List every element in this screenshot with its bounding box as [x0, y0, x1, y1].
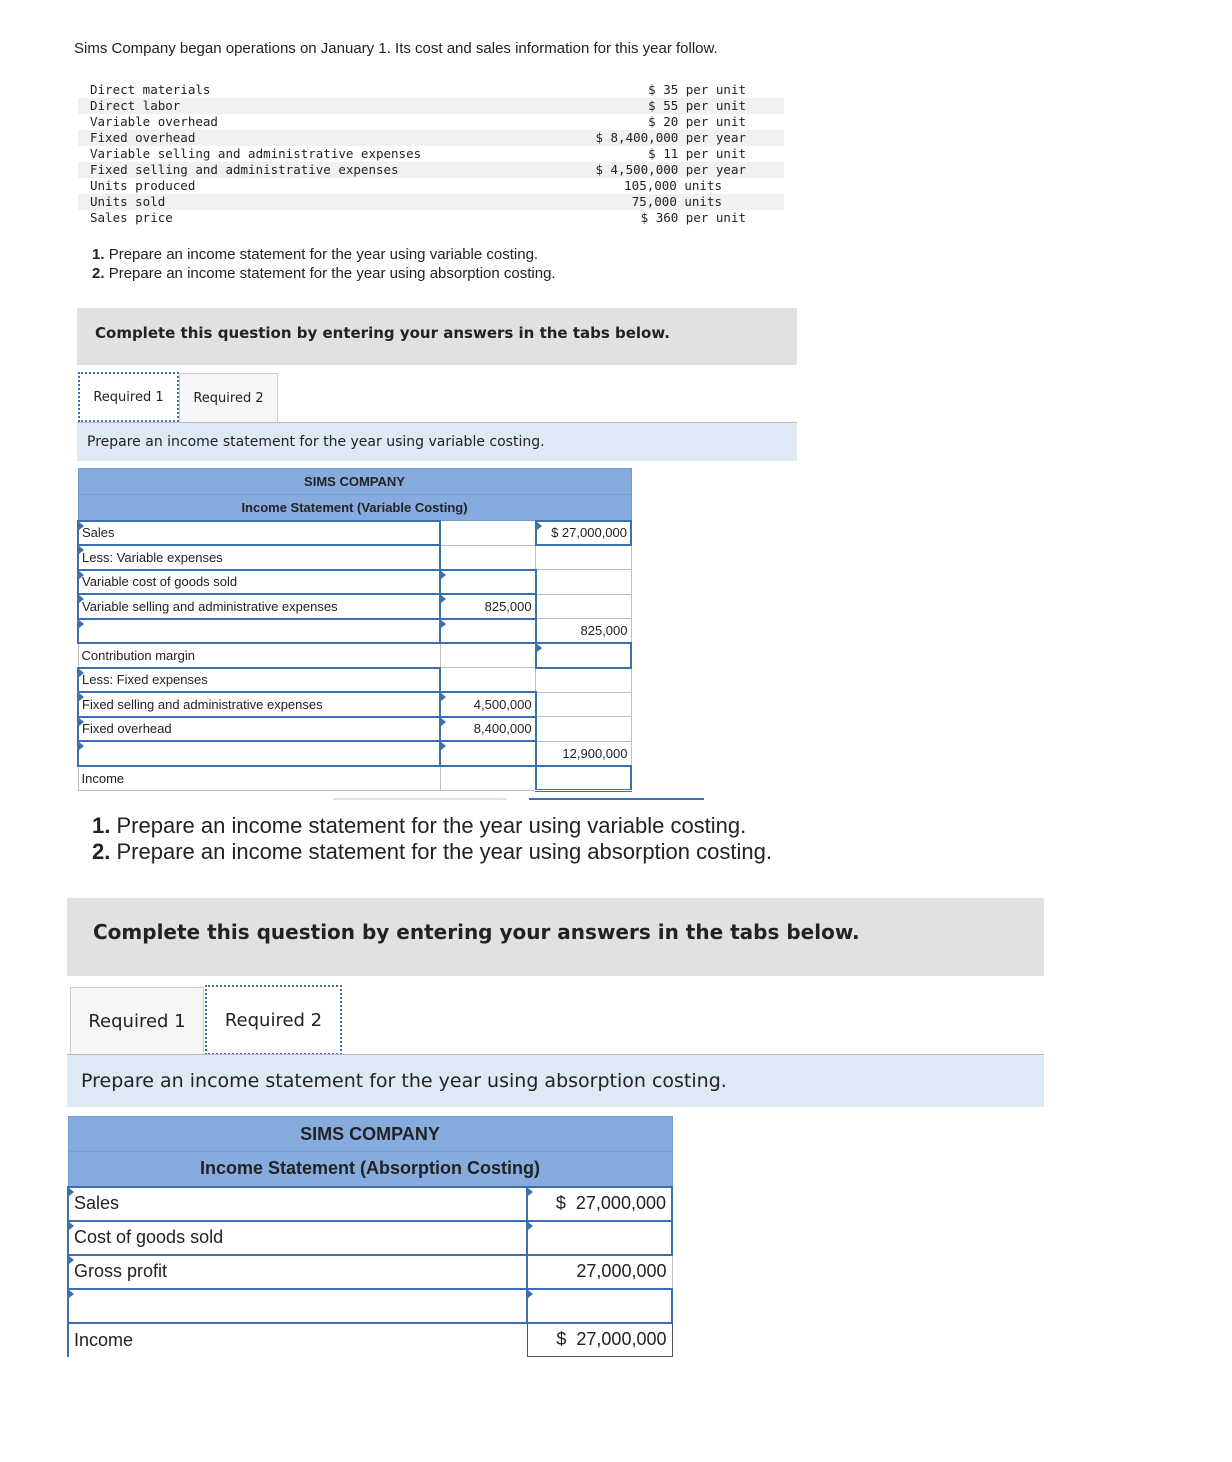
cost-row [78, 98, 784, 114]
row-label: Cost of goods sold [74, 1227, 224, 1247]
task-text: Prepare an income statement for the year using variable costing. [116, 813, 747, 838]
variable-costing-statement [77, 468, 632, 792]
income-total-input[interactable] [536, 766, 631, 791]
blank-label-input[interactable] [78, 619, 440, 644]
table-row [78, 545, 631, 570]
part2-instruction-text: Prepare an income statement for the year using absorption costing. [81, 1070, 727, 1092]
cell-value: 12,900,000 [562, 745, 628, 761]
table-row [78, 594, 631, 619]
total-cell [536, 668, 631, 693]
task-number: 1. [92, 813, 111, 838]
intro-text: Sims Company began operations on January 1. Its cost and sales information for this year follow. [74, 40, 718, 57]
var-sga-label[interactable] [78, 594, 440, 619]
table-row [68, 1221, 672, 1255]
cost-row [78, 194, 784, 210]
gross-profit-label[interactable] [68, 1255, 527, 1289]
task-item [92, 839, 772, 865]
task-text: Prepare an income statement for the year using absorption costing. [108, 265, 556, 282]
cost-label: Variable selling and administrative expenses [90, 146, 422, 161]
cell-value: $ 27,000,000 [555, 1193, 666, 1213]
blank-total-input[interactable] [527, 1289, 672, 1323]
table-row [68, 1187, 672, 1221]
amount-cell [440, 545, 535, 570]
tab-required-1[interactable]: Required 1 [78, 372, 179, 422]
cost-info-table [78, 82, 784, 226]
banner-text: Complete this question by entering your answers in the tabs below. [95, 324, 670, 342]
cost-value: $ 8,400,000 per year [595, 130, 746, 145]
fixed-total-amount-input[interactable] [440, 741, 535, 766]
tab-required-1[interactable]: Required 1 [70, 987, 204, 1055]
task-text: Prepare an income statement for the year using variable costing. [108, 246, 539, 263]
cost-row [78, 162, 784, 178]
income-total [527, 1323, 672, 1357]
amount-cell [440, 766, 535, 791]
cost-value: $ 35 per unit [648, 82, 746, 97]
fixed-total-cell [536, 741, 631, 766]
part1-instruction-text: Prepare an income statement for the year using variable costing. [87, 434, 545, 450]
fixed-overhead-label[interactable] [78, 717, 440, 742]
row-label: Sales [82, 525, 115, 541]
statement-title: Income Statement (Variable Costing) [78, 495, 631, 521]
sales-total-input[interactable] [536, 521, 631, 546]
income-label [78, 766, 440, 791]
task-item [92, 264, 556, 283]
cell-value: 8,400,000 [473, 721, 532, 737]
cost-value: $ 11 per unit [648, 146, 746, 161]
cost-row [78, 146, 784, 162]
sales-total-input[interactable] [527, 1187, 672, 1221]
table-row [78, 668, 631, 693]
total-cell [536, 570, 631, 595]
tab-bar [67, 985, 347, 1055]
statement-company: SIMS COMPANY [68, 1117, 672, 1152]
task-number: 1. [92, 246, 105, 263]
cost-value: $ 4,500,000 per year [595, 162, 746, 177]
cost-label: Variable overhead [90, 114, 218, 129]
task-item [92, 813, 772, 839]
statement-company: SIMS COMPANY [78, 469, 631, 495]
amount-cell [440, 668, 535, 693]
cell-value: $ 27,000,000 [551, 525, 627, 541]
row-label: Sales [74, 1193, 120, 1213]
table-row [78, 766, 631, 791]
sales-label[interactable] [68, 1187, 527, 1221]
task-number: 2. [92, 839, 111, 864]
sales-label[interactable] [78, 521, 440, 546]
amount-cell [440, 521, 535, 546]
less-variable-label[interactable] [78, 545, 440, 570]
part2-instruction [67, 1055, 1044, 1107]
cost-row [78, 210, 784, 226]
row-label: Less: Variable expenses [82, 549, 223, 565]
instructions-banner [67, 898, 1044, 976]
var-cogs-amount-input[interactable] [440, 570, 535, 595]
row-label: Gross profit [74, 1261, 168, 1281]
blank-label-input[interactable] [68, 1289, 527, 1323]
row-label: Less: Fixed expenses [82, 672, 208, 688]
tab-required-2[interactable]: Required 2 [205, 985, 342, 1055]
cost-label: Units sold [90, 194, 166, 209]
total-cell [536, 545, 631, 570]
cost-row [78, 114, 784, 130]
cost-value: 105,000 units [624, 178, 722, 193]
task-item [92, 245, 556, 264]
cost-label: Sales price [90, 210, 173, 225]
cost-label: Fixed selling and administrative expenses [90, 162, 399, 177]
cost-value: $ 55 per unit [648, 98, 746, 113]
cell-value: $ 27,000,000 [556, 1329, 667, 1350]
table-row [68, 1323, 672, 1357]
cost-label: Direct materials [90, 82, 211, 97]
cell-value: 27,000,000 [576, 1261, 667, 1281]
cell-value: 825,000 [580, 623, 628, 638]
absorption-costing-statement [67, 1116, 673, 1357]
cell-value: 825,000 [484, 598, 532, 614]
cost-value: 75,000 units [631, 194, 722, 209]
total-cell [536, 717, 631, 742]
part1-instruction [77, 423, 797, 461]
task-number: 2. [92, 265, 105, 282]
table-row [78, 619, 631, 644]
cost-value: $ 20 per unit [648, 114, 746, 129]
cost-row [78, 82, 784, 98]
row-label: Contribution margin [81, 647, 195, 663]
var-cogs-label[interactable] [78, 570, 440, 595]
fixed-sga-label[interactable] [78, 692, 440, 717]
faded-underline [333, 798, 507, 800]
table-row [78, 741, 631, 766]
var-total-amount-input[interactable] [440, 619, 535, 644]
faded-underline [529, 798, 704, 800]
statement-title: Income Statement (Absorption Costing) [68, 1152, 672, 1187]
cost-value: $ 360 per unit [640, 210, 746, 225]
var-total-cell [536, 619, 631, 644]
table-row [78, 643, 631, 668]
table-row [78, 692, 631, 717]
var-sga-amount-input[interactable] [440, 594, 535, 619]
tab-bar [77, 372, 297, 422]
total-cell [536, 692, 631, 717]
contribution-margin-label [78, 643, 440, 668]
cell-value: 4,500,000 [473, 696, 532, 712]
banner-text: Complete this question by entering your answers in the tabs below. [93, 920, 860, 944]
row-label: Income [81, 770, 125, 786]
gross-profit-total [527, 1255, 672, 1289]
cost-label: Direct labor [90, 98, 181, 113]
cost-label: Fixed overhead [90, 130, 196, 145]
table-row [68, 1255, 672, 1289]
cost-label: Units produced [90, 178, 196, 193]
blank-label-input[interactable] [78, 741, 440, 766]
row-label: Variable cost of goods sold [82, 574, 238, 590]
less-fixed-label[interactable] [78, 668, 440, 693]
row-label: Income [74, 1329, 134, 1350]
task-text: Prepare an income statement for the year using absorption costing. [116, 839, 772, 864]
income-label [68, 1323, 527, 1357]
task-list [92, 245, 556, 283]
cm-total-input[interactable] [536, 643, 631, 668]
cost-row [78, 130, 784, 146]
table-row [78, 717, 631, 742]
task-list [92, 813, 772, 865]
total-cell [536, 594, 631, 619]
row-label: Fixed selling and administrative expenses [82, 696, 323, 712]
row-label: Variable selling and administrative expenses [82, 598, 338, 614]
table-row [78, 570, 631, 595]
amount-cell [440, 643, 535, 668]
cost-row [78, 178, 784, 194]
fixed-overhead-amount-input[interactable] [440, 717, 535, 742]
tab-required-2[interactable]: Required 2 [179, 373, 278, 422]
cogs-label[interactable] [68, 1221, 527, 1255]
fixed-sga-amount-input[interactable] [440, 692, 535, 717]
cogs-total-input[interactable] [527, 1221, 672, 1255]
table-row [68, 1289, 672, 1323]
instructions-banner [77, 308, 797, 365]
table-row [78, 521, 631, 546]
row-label: Fixed overhead [82, 721, 172, 737]
